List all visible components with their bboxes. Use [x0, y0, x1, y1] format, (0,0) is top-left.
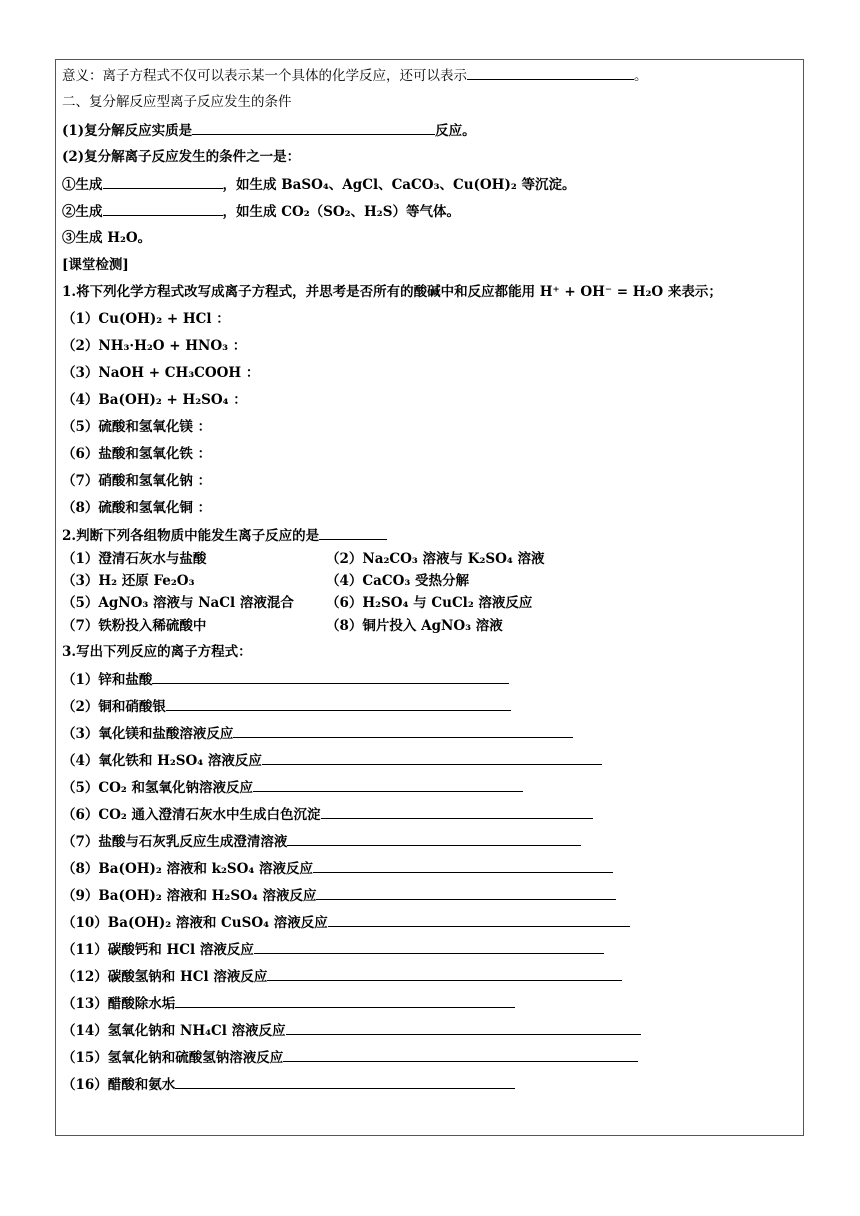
q3-item-label: （10）Ba(OH)₂ 溶液和 CuSO₄ 溶液反应 [62, 915, 328, 931]
q2-option: （5）AgNO₃ 溶液与 NaCl 溶液混合 [62, 595, 294, 611]
q2-option: （4）CaCO₃ 受热分解 [326, 573, 470, 589]
q2-row [62, 616, 503, 636]
q3-item-label: （2）铜和硝酸银 [62, 699, 166, 715]
q3-item [62, 1020, 641, 1041]
answer-blank[interactable] [254, 939, 604, 954]
answer-blank[interactable] [313, 858, 613, 873]
answer-blank[interactable] [319, 525, 387, 540]
q2-stem [62, 525, 387, 546]
q2-option: （7）铁粉投入稀硫酸中 [62, 618, 207, 634]
answer-blank[interactable] [103, 174, 223, 189]
q3-item-label: （9）Ba(OH)₂ 溶液和 H₂SO₄ 溶液反应 [62, 888, 317, 904]
answer-blank[interactable] [192, 120, 435, 135]
q3-stem: 3.写出下列反应的离子方程式： [62, 644, 252, 660]
meaning-text: 意义：离子方程式不仅可以表示某一个具体的化学反应，还可以表示 [62, 68, 467, 84]
condition-2-end: ，如生成 CO₂（SO₂、H₂S）等气体。 [222, 204, 460, 220]
q3-item [62, 696, 511, 717]
q2-option: （8）铜片投入 AgNO₃ 溶液 [326, 618, 503, 634]
class-check-title: [课堂检测] [62, 257, 129, 273]
meaning-end: 。 [634, 68, 648, 84]
q2-option: （1）澄清石灰水与盐酸 [62, 551, 207, 567]
answer-blank[interactable] [316, 885, 616, 900]
q3-item-label: （4）氧化铁和 H₂SO₄ 溶液反应 [62, 753, 262, 769]
q1-item: （2）NH₃·H₂O + HNO₃ ： [62, 338, 247, 354]
point-2: (2)复分解离子反应发生的条件之一是： [62, 149, 301, 165]
condition-1-text: ①生成 [62, 177, 103, 193]
q3-item-label: （6）CO₂ 通入澄清石灰水中生成白色沉淀 [62, 807, 321, 823]
q3-item [62, 723, 573, 744]
point-1 [62, 120, 476, 141]
q1-item: （7）硝酸和氢氧化钠 ： [62, 473, 212, 489]
q3-item-label: （7）盐酸与石灰乳反应生成澄清溶液 [62, 834, 288, 850]
q2-row [62, 549, 545, 569]
q2-option: （3）H₂ 还原 Fe₂O₃ [62, 573, 195, 589]
point-1-text: (1)复分解反应实质是 [62, 123, 193, 139]
q3-item [62, 993, 515, 1014]
q3-item-label: （8）Ba(OH)₂ 溶液和 k₂SO₄ 溶液反应 [62, 861, 314, 877]
q3-item-label: （12）碳酸氢钠和 HCl 溶液反应 [62, 969, 268, 985]
answer-blank[interactable] [287, 831, 581, 846]
answer-blank[interactable] [166, 696, 511, 711]
answer-blank[interactable] [253, 777, 523, 792]
q3-item [62, 966, 622, 987]
meaning-line [62, 65, 648, 86]
q2-row [62, 571, 470, 591]
answer-blank[interactable] [262, 750, 602, 765]
q3-item [62, 858, 613, 879]
q3-item [62, 885, 616, 906]
answer-blank[interactable] [175, 993, 515, 1008]
q1-item: （6）盐酸和氢氧化铁 ： [62, 446, 212, 462]
q1-item: （1）Cu(OH)₂ + HCl ： [62, 311, 230, 327]
q2-stem-text: 2.判断下列各组物质中能发生离子反应的是 [62, 528, 320, 544]
answer-blank[interactable] [321, 804, 593, 819]
answer-blank[interactable] [467, 65, 634, 80]
q3-item-label: （3）氧化镁和盐酸溶液反应 [62, 726, 234, 742]
q2-row [62, 593, 533, 613]
condition-3: ③生成 H₂O。 [62, 230, 152, 246]
q3-item-label: （13）醋酸除水垢 [62, 996, 176, 1012]
q3-item [62, 777, 523, 798]
q3-item [62, 1074, 515, 1095]
q3-item [62, 804, 593, 825]
condition-2-text: ②生成 [62, 204, 103, 220]
q3-item-label: （1）锌和盐酸 [62, 672, 153, 688]
q1-item: （3）NaOH + CH₃COOH ： [62, 365, 260, 381]
q3-item-label: （5）CO₂ 和氢氧化钠溶液反应 [62, 780, 254, 796]
q2-option: （2）Na₂CO₃ 溶液与 K₂SO₄ 溶液 [326, 551, 545, 567]
point-1-end: 反应。 [435, 123, 476, 139]
q3-item-label: （14）氢氧化钠和 NH₄Cl 溶液反应 [62, 1023, 286, 1039]
q3-item [62, 750, 602, 771]
condition-1-end: ，如生成 BaSO₄、AgCl、CaCO₃、Cu(OH)₂ 等沉淀。 [222, 177, 576, 193]
answer-blank[interactable] [283, 1047, 638, 1062]
q3-item [62, 669, 509, 690]
q3-item-label: （11）碳酸钙和 HCl 溶液反应 [62, 942, 254, 958]
answer-blank[interactable] [152, 669, 509, 684]
answer-blank[interactable] [233, 723, 573, 738]
answer-blank[interactable] [103, 201, 223, 216]
q1-item: （8）硫酸和氢氧化铜 ： [62, 500, 212, 516]
answer-blank[interactable] [175, 1074, 515, 1089]
condition-2 [62, 201, 460, 222]
q3-item [62, 1047, 638, 1068]
section-2-title: 二、复分解反应型离子反应发生的条件 [62, 94, 292, 110]
q3-item [62, 912, 630, 933]
q1-stem: 1.将下列化学方程式改写成离子方程式，并思考是否所有的酸碱中和反应都能用 H⁺ + OH⁻ = H₂O 来表示； [62, 284, 722, 300]
q1-item: （4）Ba(OH)₂ + H₂SO₄ ： [62, 392, 247, 408]
answer-blank[interactable] [286, 1020, 641, 1035]
q3-item-label: （15）氢氧化钠和硫酸氢钠溶液反应 [62, 1050, 284, 1066]
condition-1 [62, 174, 575, 195]
answer-blank[interactable] [328, 912, 630, 927]
q1-item: （5）硫酸和氢氧化镁 ： [62, 419, 212, 435]
q2-option: （6）H₂SO₄ 与 CuCl₂ 溶液反应 [326, 595, 533, 611]
q3-item [62, 939, 604, 960]
q3-item-label: （16）醋酸和氨水 [62, 1077, 176, 1093]
q3-item [62, 831, 581, 852]
answer-blank[interactable] [267, 966, 622, 981]
